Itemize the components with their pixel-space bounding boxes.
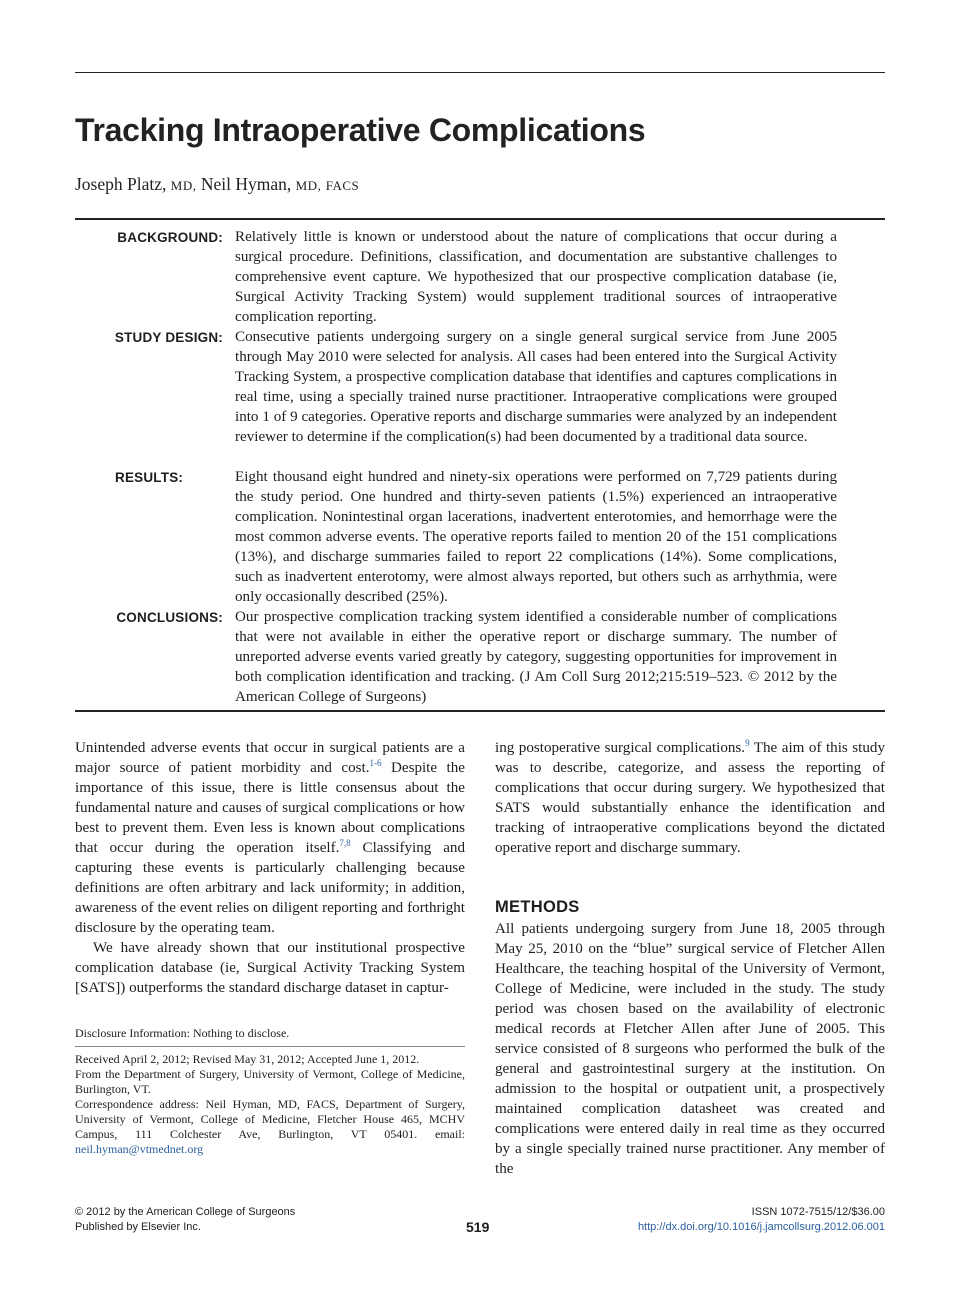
abstract-label: RESULTS: bbox=[115, 470, 184, 485]
issn: ISSN 1072-7515/12/$36.00 bbox=[751, 1206, 885, 1218]
citation-link[interactable]: 1-6 bbox=[369, 757, 382, 768]
author-list bbox=[75, 174, 359, 195]
paragraph-text: The aim of this study was to describe, categorize, and assess the reporting of complications that occur during surgery. We hypothesized that SATS would substantially enhance the identification and tracking of intraoperative complications beyond the dictated operative report and discharge summary. bbox=[495, 740, 885, 856]
affiliation: From the Department of Surgery, University of Vermont, College of Medicine, Burlington, VT. bbox=[75, 1067, 465, 1096]
doi-link[interactable]: http://dx.doi.org/10.1016/j.jamcollsurg.2012.06.001 bbox=[637, 1221, 885, 1233]
page-number: 519 bbox=[466, 1219, 490, 1235]
methods-text bbox=[495, 919, 885, 1179]
abstract-label: BACKGROUND: bbox=[117, 230, 223, 245]
copyright: © 2012 by the American College of Surgeons bbox=[75, 1206, 296, 1218]
abstract-text: Consecutive patients undergoing surgery on a single general surgical service from June 2005 through May 2010 were selected for analysis. All cases had been entered into the Surgical Activity Tracking System, a prospective complication database that identifies and captures complications in real time, using a specially trained nurse practitioner. Intraoperative complications were grouped into 1 of 9 categories. Operative reports and discharge summaries were analyzed by an independent reviewer to determine if the complication(s) had been documented by a traditional data source. bbox=[235, 329, 837, 445]
top-rule bbox=[75, 72, 885, 73]
paragraph-text: Unintended adverse events that occur in surgical patients are a major source of patient morbidity and cost. bbox=[75, 740, 465, 776]
footnotes bbox=[75, 1052, 465, 1157]
author-name: Joseph Platz, bbox=[75, 174, 167, 194]
abstract-text: Eight thousand eight hundred and ninety-six operations were performed on 7,729 patients during the study period. One hundred and thirty-seven patients (1.5%) experienced an intraoperative complication. Nonintestinal organ lacerations, inadvertent enterotomies, and hemorrhage were the most common adverse events. The operative reports failed to mention 20 of the 151 complications (13%), and discharge summaries failed to report 22 complications (14%). Some complications, such as inadvertent enterotomy, were almost always reported, but others such as arrhythmia, were only occasionally described (25%). bbox=[235, 469, 837, 605]
paragraph bbox=[75, 738, 465, 938]
paragraph-text: Classifying and capturing these events is particularly challenging because definitions are often arbitrary and lack uniformity; in addition, awareness of the event relies on diligent reporting and forthright disclosure by the operating team. bbox=[75, 840, 465, 936]
abstract-text: Relatively little is known or understood about the nature of complications that occur during a surgical procedure. Definitions, classification, and documentation are substantive challenges to comprehensive event capture. We hypothesized that our prospective complication database (ie, Surgical Activity Tracking System) would supplement traditional sources of intraoperative complication reporting. bbox=[235, 229, 837, 325]
citation-link[interactable]: 9 bbox=[745, 737, 750, 748]
author-degree: MD, bbox=[170, 178, 197, 193]
section-heading-methods: METHODS bbox=[495, 898, 580, 916]
paragraph-text: Despite the importance of this issue, there is little consensus about the fundamental nature and causes of surgical complications or how best to prevent them. Even less is known about complications that occur during the operation itself. bbox=[75, 760, 465, 856]
paragraph: All patients undergoing surgery from June 18, 2005 through May 25, 2010 on the “blue” surgical service of Fletcher Allen Healthcare, the teaching hospital of the University of Vermont, College of Medicine, were included in the study. The study period was chosen based on the availability of electronic medical records at Fletcher Allen after June of 2005. This service consisted of 8 surgeons who performed the bulk of the general and gastrointestinal surgery at the institution. On admission to the hospital or outpatient unit, a prospectively maintained complication datasheet was created and complications were entered daily in real time as they occurred by a single specially trained nurse practitioner. Any member of the bbox=[495, 921, 885, 1177]
author-degree: FACS bbox=[325, 178, 360, 193]
abstract-text: Our prospective complication tracking system identified a considerable number of complications that were not available in either the operative report or discharge summary. The number of unreported adverse events varied greatly by category, suggesting opportunities for improvement in both complication identification and tracking. (J Am Coll Surg 2012;215:519–523. © 2012 by the American College of Surgeons) bbox=[235, 609, 837, 705]
correspondence bbox=[75, 1097, 465, 1157]
footer-right bbox=[638, 1205, 885, 1235]
body-left-column bbox=[75, 738, 465, 998]
abstract-bottom-rule bbox=[75, 710, 885, 712]
author-name: Neil Hyman, bbox=[200, 174, 292, 194]
footnote-rule bbox=[75, 1046, 465, 1047]
received-dates: Received April 2, 2012; Revised May 31, 2012; Accepted June 1, 2012. bbox=[75, 1052, 420, 1066]
disclosure-info: Disclosure Information: Nothing to disclose. bbox=[75, 1026, 290, 1040]
paragraph-text: ing postoperative surgical complications. bbox=[495, 740, 746, 756]
body-right-column bbox=[495, 738, 885, 858]
abstract-label: STUDY DESIGN: bbox=[114, 330, 223, 345]
correspondence-text: Correspondence address: Neil Hyman, MD, FACS, Department of Surgery, University of Vermont, College of Medicine, Fletcher House 465, MCHV Campus, 111 Colchester Ave, Burlington, VT 05401. email: bbox=[75, 1097, 465, 1141]
author-degree: MD, bbox=[295, 178, 322, 193]
email-link[interactable]: neil.hyman@vtmednet.org bbox=[75, 1142, 204, 1156]
footer-left bbox=[75, 1205, 295, 1235]
paragraph: We have already shown that our institutional prospective complication database (ie, Surgical Activity Tracking System [SATS]) outperforms the standard discharge dataset in captur- bbox=[75, 940, 465, 996]
publisher: Published by Elsevier Inc. bbox=[75, 1221, 201, 1233]
abstract-top-rule bbox=[75, 218, 885, 220]
article-title: Tracking Intraoperative Complications bbox=[75, 112, 646, 148]
paragraph bbox=[495, 738, 885, 858]
citation-link[interactable]: 7,8 bbox=[339, 837, 351, 848]
abstract-label: CONCLUSIONS: bbox=[116, 610, 223, 625]
